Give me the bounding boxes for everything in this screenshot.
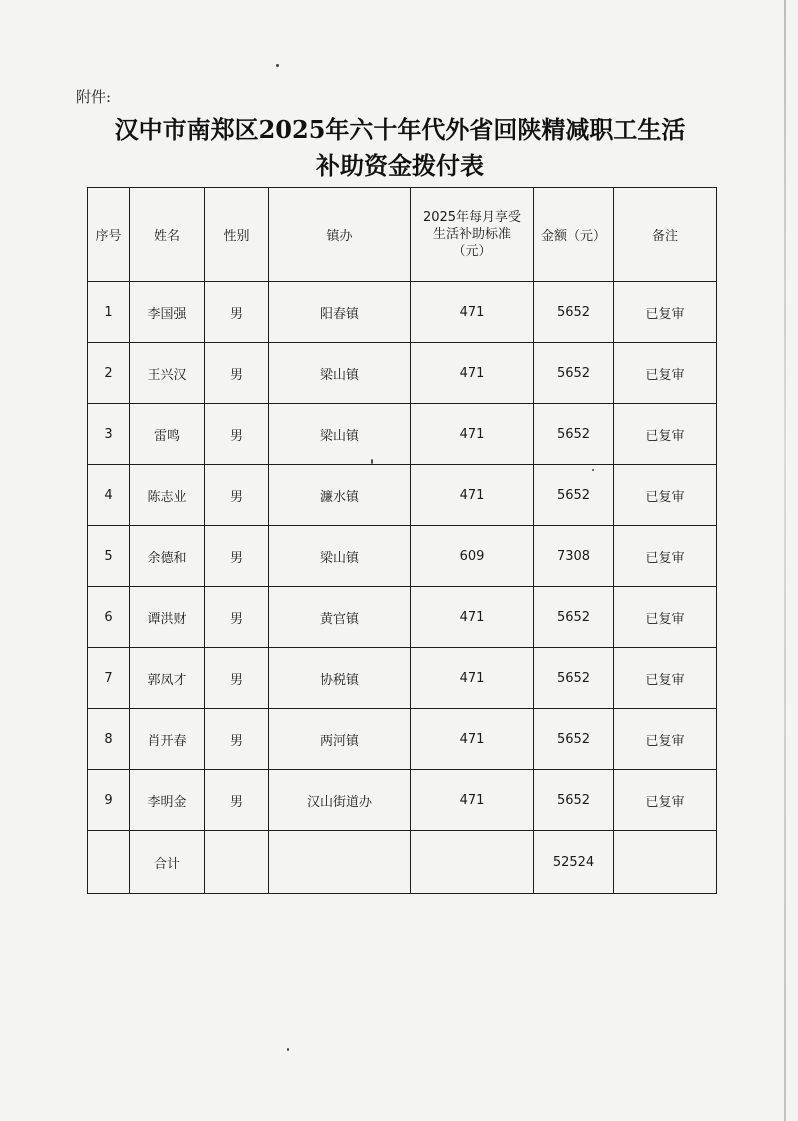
cell-town: 两河镇: [269, 709, 411, 770]
cell-no: 6: [88, 587, 130, 648]
cell-name: 李明金: [130, 770, 205, 831]
cell-town: 汉山街道办: [269, 770, 411, 831]
header-no: 序号: [88, 188, 130, 282]
cell-gender: 男: [205, 587, 269, 648]
total-empty-cell: [88, 831, 130, 894]
cell-name: 李国强: [130, 282, 205, 343]
header-remark: 备注: [614, 188, 717, 282]
cell-gender: 男: [205, 404, 269, 465]
cell-standard: 471: [411, 343, 534, 404]
header-town: 镇办: [269, 188, 411, 282]
cell-name: 陈志业: [130, 465, 205, 526]
cell-standard: 471: [411, 282, 534, 343]
cell-amount: 5652: [534, 587, 614, 648]
cell-town: 协税镇: [269, 648, 411, 709]
cell-remark: 已复审: [614, 770, 717, 831]
cell-remark: 已复审: [614, 465, 717, 526]
header-gender: 性别: [205, 188, 269, 282]
table-row: [88, 648, 717, 709]
cell-remark: 已复审: [614, 648, 717, 709]
cell-town: 黄官镇: [269, 587, 411, 648]
total-empty-cell: [411, 831, 534, 894]
cell-remark: 已复审: [614, 404, 717, 465]
cell-town: 梁山镇: [269, 404, 411, 465]
cell-amount: 5652: [534, 343, 614, 404]
cell-amount: 5652: [534, 770, 614, 831]
subsidy-table: [87, 187, 717, 894]
cell-remark: 已复审: [614, 343, 717, 404]
document-title-line1: 汉中市南郑区2025年六十年代外省回陕精减职工生活: [114, 115, 686, 144]
cell-standard: 471: [411, 404, 534, 465]
total-empty-cell: [269, 831, 411, 894]
cell-standard: 471: [411, 587, 534, 648]
header-name: 姓名: [130, 188, 205, 282]
cell-no: 4: [88, 465, 130, 526]
cell-gender: 男: [205, 770, 269, 831]
cell-gender: 男: [205, 526, 269, 587]
cell-name: 余德和: [130, 526, 205, 587]
table-body: [88, 282, 717, 894]
cell-gender: 男: [205, 343, 269, 404]
cell-remark: 已复审: [614, 282, 717, 343]
cell-name: 肖开春: [130, 709, 205, 770]
cell-name: 王兴汉: [130, 343, 205, 404]
scan-speck: [592, 469, 594, 471]
cell-gender: 男: [205, 282, 269, 343]
document-title-line2: 补助资金拨付表: [316, 151, 484, 180]
cell-name: 雷鸣: [130, 404, 205, 465]
scan-speck: [371, 459, 373, 464]
cell-town: 梁山镇: [269, 343, 411, 404]
table-row: [88, 709, 717, 770]
total-amount: 52524: [534, 831, 614, 894]
attachment-label: 附件:: [76, 88, 112, 106]
cell-amount: 5652: [534, 465, 614, 526]
total-label: 合计: [130, 831, 205, 894]
cell-amount: 5652: [534, 648, 614, 709]
scan-speck: [287, 1048, 289, 1051]
cell-name: 谭洪财: [130, 587, 205, 648]
cell-town: 阳春镇: [269, 282, 411, 343]
table-row: [88, 526, 717, 587]
cell-gender: 男: [205, 709, 269, 770]
cell-amount: 5652: [534, 404, 614, 465]
table-row: [88, 465, 717, 526]
cell-remark: 已复审: [614, 587, 717, 648]
cell-town: 濂水镇: [269, 465, 411, 526]
cell-no: 2: [88, 343, 130, 404]
cell-standard: 471: [411, 709, 534, 770]
cell-remark: 已复审: [614, 709, 717, 770]
cell-no: 5: [88, 526, 130, 587]
cell-name: 郭凤才: [130, 648, 205, 709]
page-edge: [784, 0, 786, 1121]
cell-no: 7: [88, 648, 130, 709]
cell-standard: 471: [411, 648, 534, 709]
total-empty-cell: [205, 831, 269, 894]
table-row: [88, 404, 717, 465]
table-row: [88, 770, 717, 831]
table-row: [88, 587, 717, 648]
total-empty-cell: [614, 831, 717, 894]
cell-no: 8: [88, 709, 130, 770]
cell-no: 1: [88, 282, 130, 343]
cell-gender: 男: [205, 465, 269, 526]
table-header-row: [88, 188, 717, 282]
cell-no: 9: [88, 770, 130, 831]
cell-amount: 7308: [534, 526, 614, 587]
scan-speck: [276, 64, 279, 67]
cell-amount: 5652: [534, 709, 614, 770]
cell-gender: 男: [205, 648, 269, 709]
cell-amount: 5652: [534, 282, 614, 343]
cell-town: 梁山镇: [269, 526, 411, 587]
header-standard: 2025年每月享受生活补助标准（元）: [411, 188, 534, 282]
header-amount: 金额（元）: [534, 188, 614, 282]
total-row: [88, 831, 717, 894]
cell-standard: 471: [411, 770, 534, 831]
cell-standard: 471: [411, 465, 534, 526]
table-row: [88, 282, 717, 343]
cell-remark: 已复审: [614, 526, 717, 587]
cell-standard: 609: [411, 526, 534, 587]
cell-no: 3: [88, 404, 130, 465]
table-row: [88, 343, 717, 404]
